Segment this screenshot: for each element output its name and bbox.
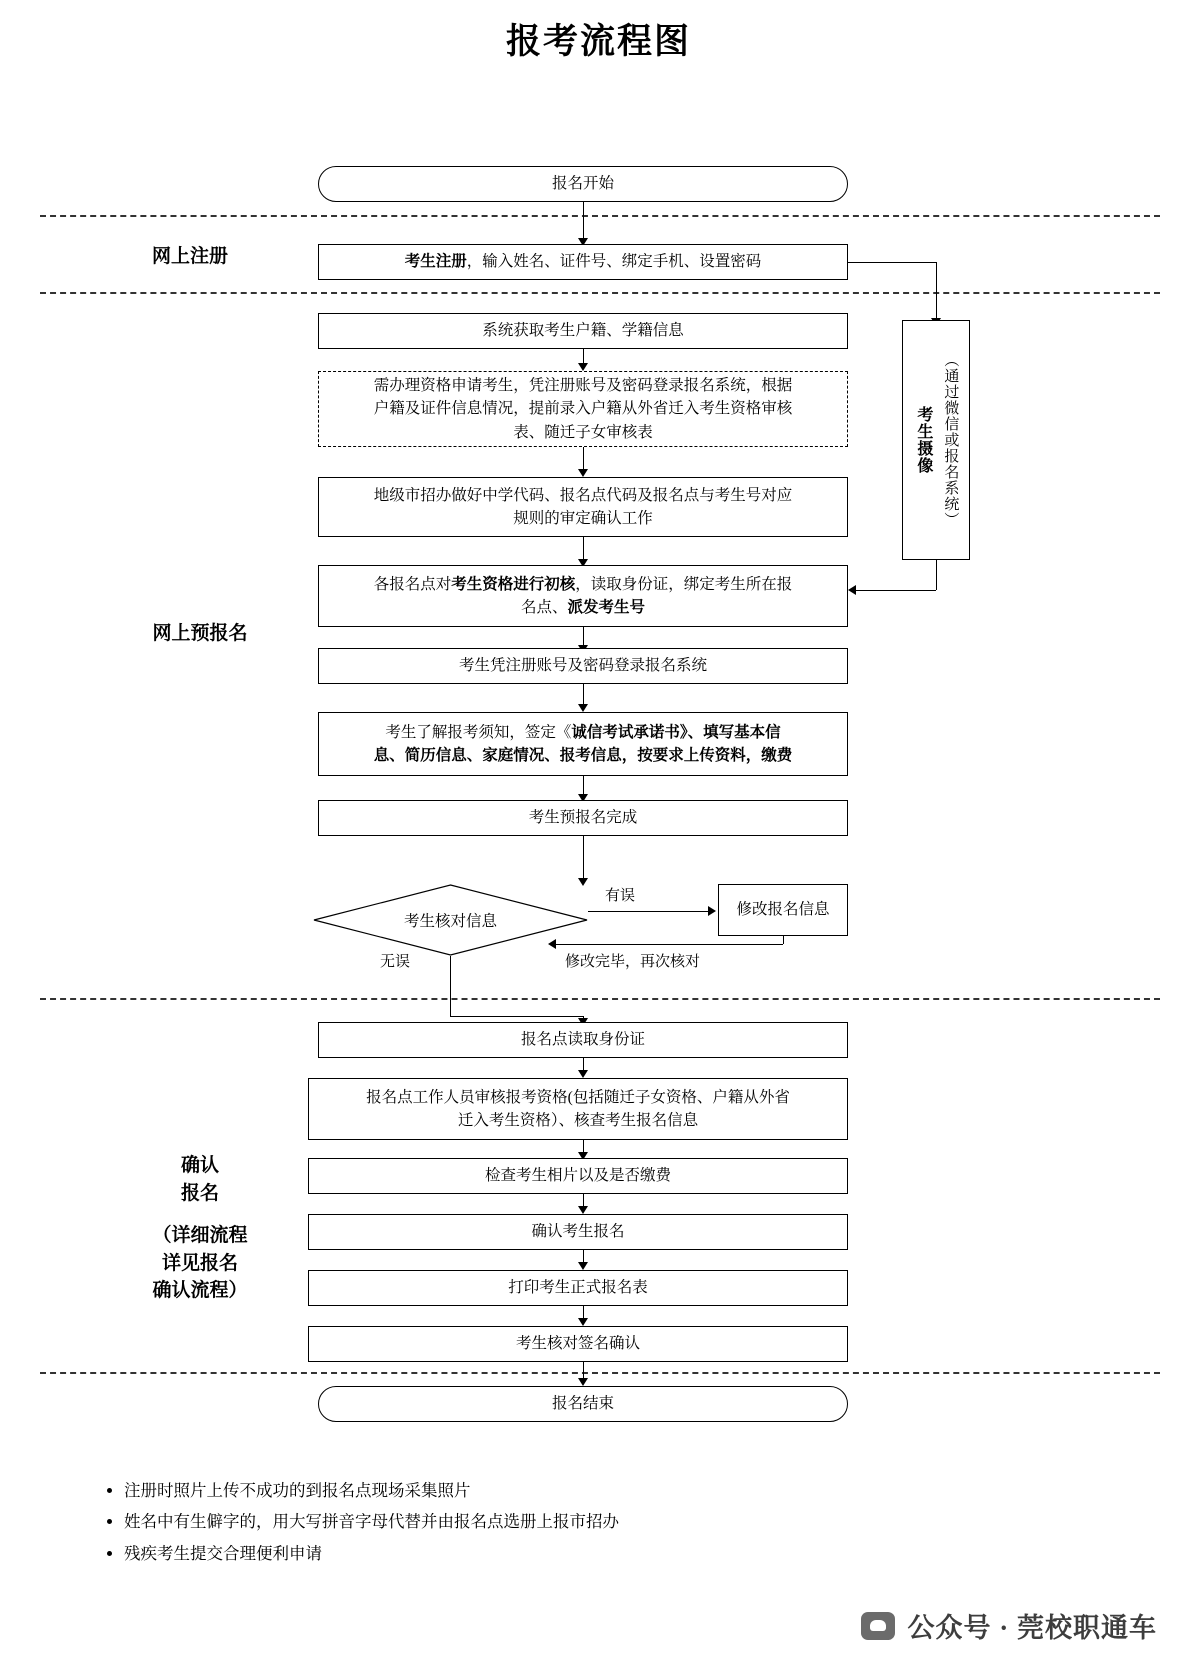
lane-divider-register <box>40 292 1160 294</box>
arrow-modify-back <box>548 939 556 949</box>
node-start: 报名开始 <box>318 166 848 202</box>
node-verify-label: 考生核对信息 <box>403 913 497 930</box>
node-register <box>318 244 848 280</box>
lane-label-confirm-note <box>100 1222 300 1305</box>
edge-register-photo-v <box>936 262 937 320</box>
note-item: • 残疾考生提交合理便利申请 <box>124 1538 896 1569</box>
node-register-rest: ，输入姓名、证件号、绑定手机、设置密码 <box>466 253 762 271</box>
node-qualification-line2: 户籍及证件信息情况，提前录入户籍从外省迁入考生资格审核 <box>373 400 793 418</box>
node-fill-info-b2: 息、简历信息、家庭情况、报考信息，按要求上传资料，缴费 <box>373 747 793 764</box>
edge-modify-back-h <box>556 944 783 945</box>
page-title: 报考流程图 <box>505 22 691 61</box>
node-fill-info-b1: 诚信考试承诺书》、填写基本信 <box>571 723 781 741</box>
edge-register-photo-h <box>848 262 936 263</box>
arrow-photocheck-confirm <box>578 1206 588 1214</box>
lane-label-register: 网上注册 <box>151 246 228 267</box>
node-print-form: 打印考生正式报名表 <box>308 1270 848 1306</box>
node-staff-audit <box>308 1078 848 1140</box>
edge-start-register <box>583 202 584 240</box>
lane-label-confirm-note2: 详见报名 <box>161 1252 238 1274</box>
edge-label-recheck: 修改完毕，再次核对 <box>565 954 701 970</box>
node-fill-info-line2 <box>374 744 793 767</box>
node-site-check-line2 <box>521 596 645 619</box>
lane-label-confirm-note3: 确认流程） <box>152 1280 248 1302</box>
node-photo-capture <box>902 320 970 560</box>
edge-label-no-error: 无误 <box>380 954 411 970</box>
lane-label-confirm <box>100 1152 300 1207</box>
node-confirm-reg: 确认考生报名 <box>308 1214 848 1250</box>
lane-label-confirm-line1: 确认 <box>180 1155 219 1176</box>
lane-label-confirm-line2: 报名 <box>180 1182 219 1204</box>
node-city-office-line2: 规则的审定确认工作 <box>513 510 653 527</box>
node-fill-info-line1 <box>385 721 780 744</box>
edge-modify-back-v <box>783 936 784 944</box>
arrow-readid-audit <box>578 1070 588 1078</box>
arrow-qualification-city <box>578 469 588 477</box>
node-city-office-line1: 地级市招办做好中学代码、报名点代码及报名点与考生号对应 <box>373 486 793 504</box>
node-login: 考生凭注册账号及密码登录报名系统 <box>318 648 848 684</box>
node-site-check-b1: 考生资格进行初核 <box>451 575 576 593</box>
edge-verify-modify <box>588 911 710 912</box>
node-fill-info-p1: 考生了解报考须知，签定《 <box>385 723 572 741</box>
arrow-photo-sitecheck <box>848 585 856 595</box>
edge-photo-sitecheck-v <box>936 560 937 590</box>
node-site-check-b2: 派发考生号 <box>567 599 646 616</box>
node-system-fetch: 系统获取考生户籍、学籍信息 <box>318 313 848 349</box>
notes-list <box>96 1475 896 1569</box>
edge-verify-down-v <box>450 956 451 1016</box>
node-verify-decision <box>313 884 588 956</box>
note-item: • 注册时照片上传不成功的到报名点现场采集照片 <box>124 1475 896 1506</box>
node-site-check <box>318 565 848 627</box>
node-fill-info <box>318 712 848 776</box>
node-pre-done: 考生预报名完成 <box>318 800 848 836</box>
edge-verify-down-h <box>450 1016 583 1017</box>
lane-divider-confirm <box>40 1372 1160 1374</box>
node-photo-capture-label: 考生摄像 <box>914 406 932 474</box>
edge-photo-sitecheck-h <box>856 590 936 591</box>
node-modify: 修改报名信息 <box>718 884 848 936</box>
node-check-photo: 检查考生相片以及是否缴费 <box>308 1158 848 1194</box>
node-photo-channel-label: （通过微信或报名系统） <box>942 352 959 528</box>
node-site-check-p3: 名点、 <box>520 599 568 616</box>
arrow-verify-modify <box>708 906 716 916</box>
arrow-login-fill <box>578 704 588 712</box>
arrow-confirm-print <box>578 1262 588 1270</box>
lane-divider-top <box>40 215 1160 217</box>
arrow-print-sign <box>578 1318 588 1326</box>
edge-predone-verify <box>583 836 584 884</box>
wechat-icon <box>861 1612 895 1640</box>
footer-brand <box>861 1606 1157 1645</box>
arrow-fetch-qualification <box>578 363 588 371</box>
node-qualification <box>318 371 848 447</box>
lane-divider-preregister <box>40 998 1160 1000</box>
node-site-check-line1 <box>374 573 793 596</box>
lane-label-preregister: 网上预报名 <box>152 623 248 644</box>
edge-label-error: 有误 <box>605 888 636 904</box>
node-qualification-line1: 需办理资格申请考生，凭注册账号及密码登录报名系统，根据 <box>373 377 793 395</box>
node-site-check-p1: 各报名点对 <box>373 575 452 593</box>
node-staff-audit-line1: 报名点工作人员审核报考资格(包括随迁子女资格、户籍从外省 <box>366 1088 790 1106</box>
node-site-check-p2: ，读取身份证，绑定考生所在报 <box>575 575 793 593</box>
lane-label-confirm-note1: （详细流程 <box>152 1225 248 1246</box>
node-sign-confirm: 考生核对签名确认 <box>308 1326 848 1362</box>
node-read-id: 报名点读取身份证 <box>318 1022 848 1058</box>
node-qualification-line3: 表、随迁子女审核表 <box>513 423 653 441</box>
note-item: • 姓名中有生僻字的，用大写拼音字母代替并由报名点选册上报市招办 <box>124 1506 896 1537</box>
brand-name: 公众号 · 莞校职通车 <box>907 1613 1157 1643</box>
node-city-office <box>318 477 848 537</box>
node-end: 报名结束 <box>318 1386 848 1422</box>
arrow-sign-end <box>578 1378 588 1386</box>
node-staff-audit-line2: 迁入考生资格）、核查考生报名信息 <box>457 1112 699 1129</box>
node-register-bold: 考生注册 <box>404 253 467 271</box>
